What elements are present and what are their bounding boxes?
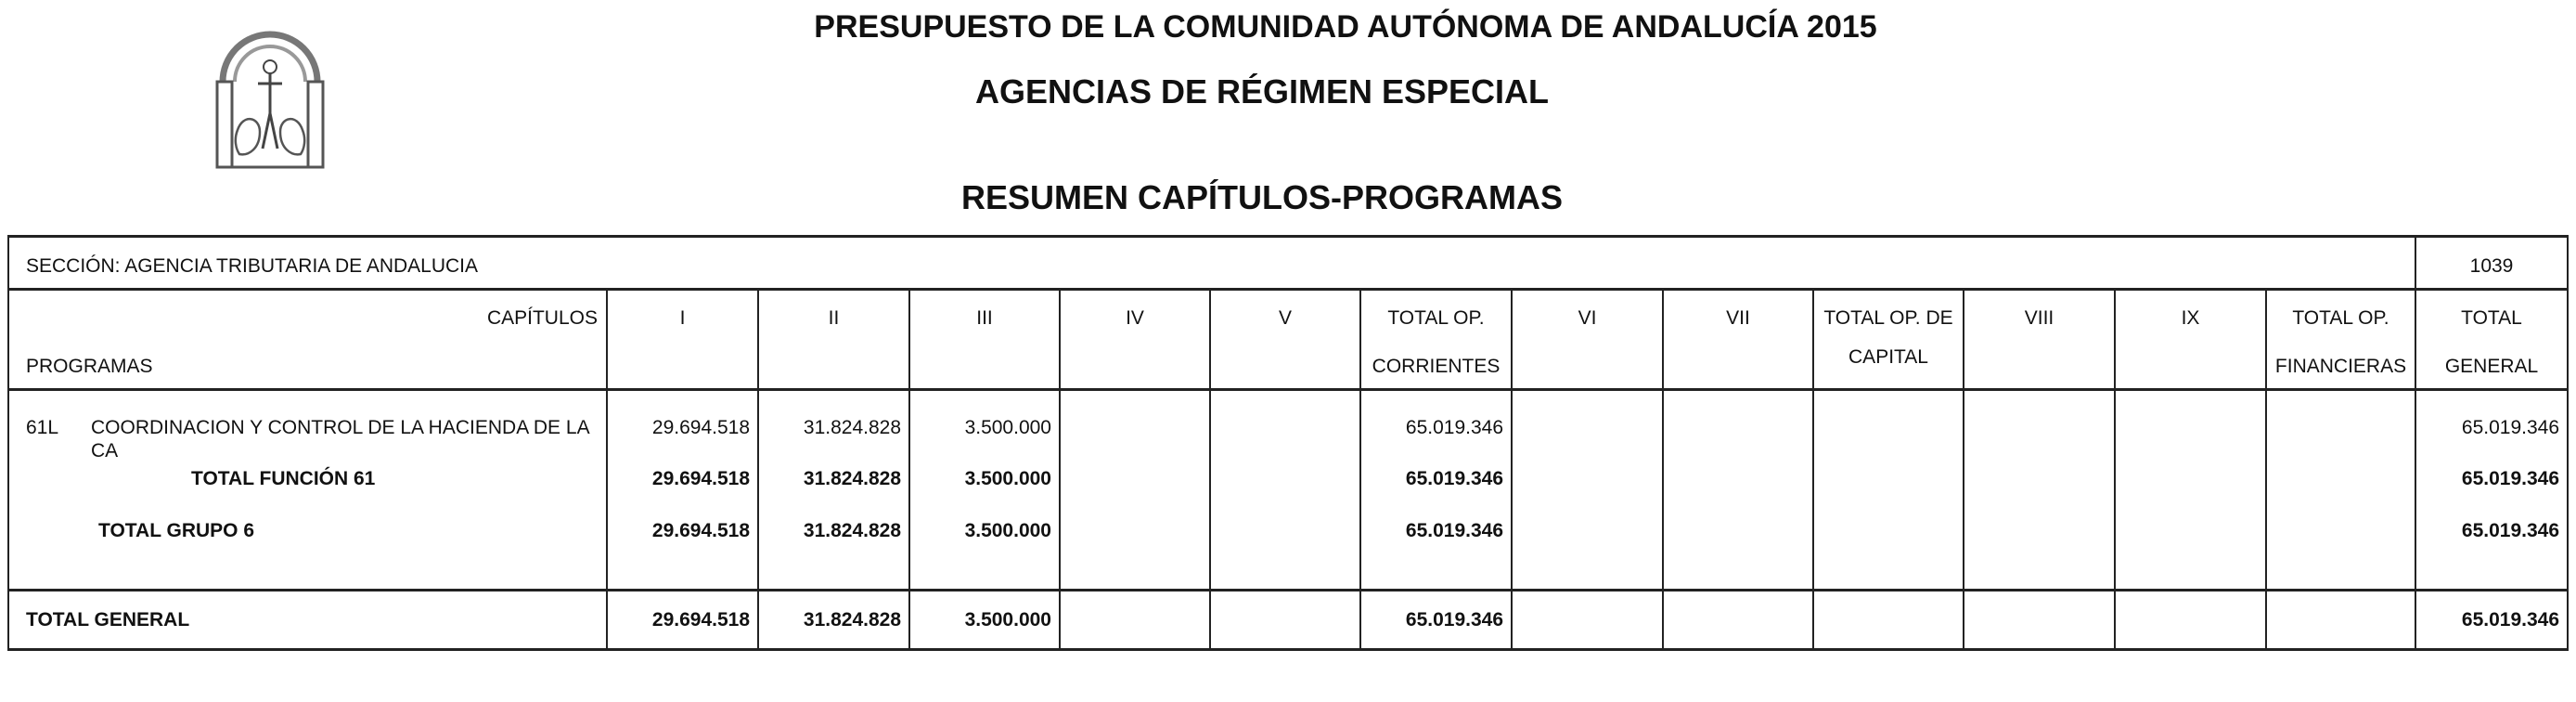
- header-total-capital: TOTAL OP. DE: [1823, 307, 1953, 329]
- header-programas: PROGRAMAS: [26, 356, 153, 377]
- table-cell-value: 3.500.000: [964, 609, 1051, 630]
- subtotal-label: TOTAL GRUPO 6: [98, 520, 255, 541]
- table-cell-value: 29.694.518: [651, 468, 750, 489]
- table-cell-value: 65.019.346: [2461, 520, 2559, 541]
- header-total-financieras-2: FINANCIERAS: [2274, 356, 2407, 377]
- program-name-continued: CA: [91, 440, 119, 462]
- table-cell-value: 29.694.518: [651, 520, 750, 541]
- table-rule: [7, 288, 2569, 291]
- document-title: PRESUPUESTO DE LA COMUNIDAD AUTÓNOMA DE ANDALUCÍA 2015: [814, 9, 1877, 45]
- header-chapter-ii: II: [828, 307, 840, 329]
- table-cell-value: 3.500.000: [964, 417, 1051, 438]
- table-cell-value: 65.019.346: [2461, 609, 2559, 630]
- table-cell-value: 65.019.346: [1405, 417, 1503, 438]
- program-code: 61L: [26, 417, 59, 438]
- header-chapter-i: I: [679, 307, 686, 329]
- table-cell-value: 29.694.518: [651, 609, 750, 630]
- header-total-general: TOTAL: [2461, 307, 2522, 329]
- table-column-divider: [908, 288, 910, 651]
- table-cell-value: 31.824.828: [803, 468, 901, 489]
- table-column-divider: [1812, 288, 1814, 651]
- andalucia-emblem-logo: [212, 9, 328, 169]
- header-total-capital-2: CAPITAL: [1848, 346, 1928, 368]
- table-column-divider: [606, 288, 608, 651]
- table-cell-value: 65.019.346: [1405, 468, 1503, 489]
- table-column-divider: [1662, 288, 1664, 651]
- header-total-financieras: TOTAL OP.: [2292, 307, 2389, 329]
- table-border-left: [7, 235, 9, 651]
- section-code: 1039: [2469, 255, 2514, 277]
- table-column-divider: [757, 288, 759, 651]
- table-column-divider: [2415, 235, 2416, 651]
- table-cell-value: 31.824.828: [803, 520, 901, 541]
- header-chapter-iii: III: [976, 307, 993, 329]
- table-cell-value: 31.824.828: [803, 417, 901, 438]
- header-total-corrientes: TOTAL OP.: [1387, 307, 1485, 329]
- header-total-corrientes-2: CORRIENTES: [1372, 356, 1501, 377]
- program-name: COORDINACION Y CONTROL DE LA HACIENDA DE LA: [91, 417, 590, 438]
- grand-total-label: TOTAL GENERAL: [26, 609, 190, 630]
- subtotal-label: TOTAL FUNCIÓN 61: [191, 468, 376, 489]
- table-column-divider: [2265, 288, 2267, 651]
- header-capitulos: CAPÍTULOS: [486, 307, 598, 329]
- header-chapter-vi: VI: [1578, 307, 1597, 329]
- table-border-bottom: [7, 648, 2569, 651]
- report-title: RESUMEN CAPÍTULOS-PROGRAMAS: [960, 178, 1564, 216]
- table-column-divider: [2114, 288, 2116, 651]
- table-border-top: [7, 235, 2569, 238]
- section-label: SECCIÓN: AGENCIA TRIBUTARIA DE ANDALUCIA: [26, 255, 479, 277]
- table-cell-value: 65.019.346: [1405, 609, 1503, 630]
- table-cell-value: 3.500.000: [964, 468, 1051, 489]
- table-column-divider: [1359, 288, 1361, 651]
- table-rule: [7, 388, 2569, 391]
- header-chapter-vii: VII: [1726, 307, 1750, 329]
- header-chapter-viii: VIII: [2024, 307, 2054, 329]
- table-column-divider: [1209, 288, 1211, 651]
- table-rule: [7, 589, 2569, 592]
- table-cell-value: 29.694.518: [651, 417, 750, 438]
- document-subtitle: AGENCIAS DE RÉGIMEN ESPECIAL: [974, 72, 1550, 110]
- header-chapter-ix: IX: [2181, 307, 2200, 329]
- table-column-divider: [1963, 288, 1964, 651]
- header-chapter-iv: IV: [1126, 307, 1144, 329]
- table-cell-value: 65.019.346: [1405, 520, 1503, 541]
- table-cell-value: 3.500.000: [964, 520, 1051, 541]
- table-border-right: [2567, 235, 2569, 651]
- header-total-general-2: GENERAL: [2444, 356, 2539, 377]
- table-cell-value: 65.019.346: [2461, 468, 2559, 489]
- header-chapter-v: V: [1278, 307, 1292, 329]
- table-column-divider: [1511, 288, 1513, 651]
- table-cell-value: 65.019.346: [2461, 417, 2559, 438]
- table-cell-value: 31.824.828: [803, 609, 901, 630]
- table-column-divider: [1059, 288, 1061, 651]
